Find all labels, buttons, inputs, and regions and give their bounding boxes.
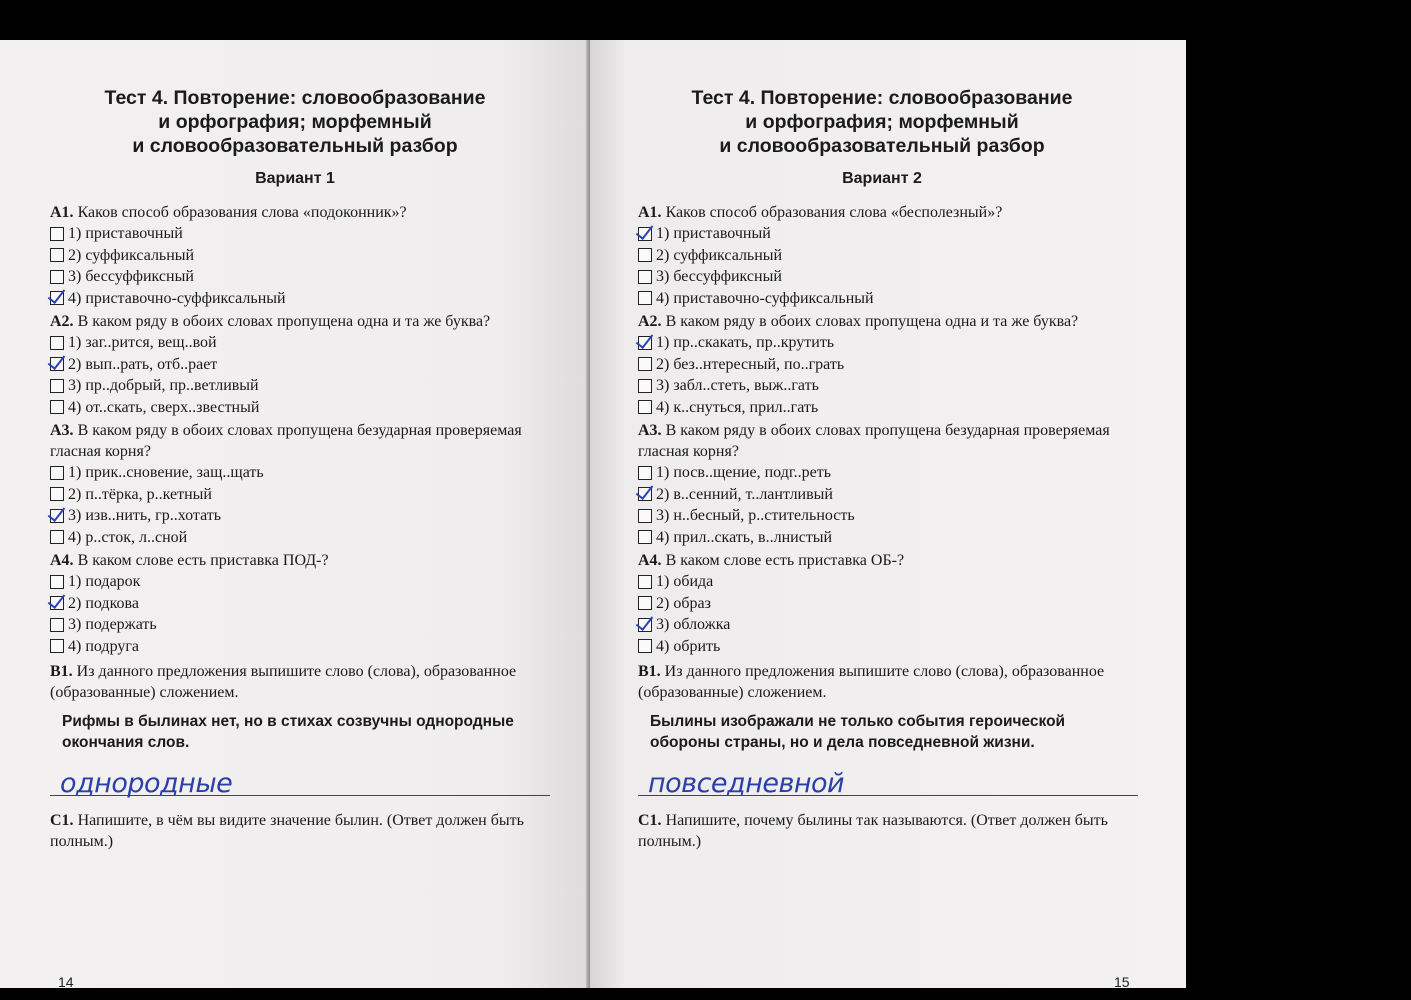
checkbox-checked[interactable] bbox=[50, 596, 64, 610]
checkbox[interactable] bbox=[50, 227, 64, 241]
checkbox[interactable] bbox=[50, 400, 64, 414]
answer-option[interactable]: 1) пр..скакать, пр..крутить bbox=[638, 332, 1138, 354]
answer-option[interactable]: 4) р..сток, л..сной bbox=[50, 527, 550, 549]
checkbox[interactable] bbox=[638, 270, 652, 284]
answer-option[interactable]: 2) без..нтересный, по..грать bbox=[638, 354, 1138, 376]
checkbox[interactable] bbox=[50, 639, 64, 653]
question-c1: С1. Напишите, в чём вы видите значение былин. (Ответ должен быть полным.) bbox=[50, 812, 524, 850]
answer-option[interactable]: 2) суффиксальный bbox=[638, 245, 1138, 267]
checkbox[interactable] bbox=[638, 530, 652, 544]
question-a1: А1. Каков способ образования слова «бесполезный»? 1) приставочный 2) суффиксальный 3) бессуффиксный 4) приставочно-суффиксальный bbox=[638, 202, 1138, 309]
answer-option[interactable]: 4) приставочно-суффиксальный bbox=[638, 288, 1138, 310]
answer-option[interactable]: 4) приставочно-суффиксальный bbox=[50, 288, 550, 310]
page-number: 15 bbox=[1114, 974, 1130, 990]
answer-option[interactable]: 2) п..тёрка, р..кетный bbox=[50, 484, 550, 506]
answer-option[interactable]: 4) прил..скать, в..лнистый bbox=[638, 527, 1138, 549]
checkbox[interactable] bbox=[50, 466, 64, 480]
checkbox[interactable] bbox=[50, 487, 64, 501]
checkbox[interactable] bbox=[638, 509, 652, 523]
answer-option[interactable]: 1) обида bbox=[638, 571, 1138, 593]
answer-option[interactable]: 3) изв..нить, гр..хотать bbox=[50, 505, 550, 527]
answer-option[interactable]: 3) обложка bbox=[638, 614, 1138, 636]
task-sentence: Былины изображали не только события героической обороны страны, но и дела повседневной жизни. bbox=[650, 713, 1066, 751]
variant-heading: Вариант 1 bbox=[255, 170, 335, 187]
answer-option[interactable]: 4) от..скать, сверх..звестный bbox=[50, 397, 550, 419]
checkbox[interactable] bbox=[50, 379, 64, 393]
answer-option[interactable]: 1) подарок bbox=[50, 571, 550, 593]
checkbox[interactable] bbox=[638, 466, 652, 480]
question-a2: А2. В каком ряду в обоих словах пропущена одна и та же буква? 1) пр..скакать, пр..крутить 2) без..нтересный, по..грать 3) забл..стеть, выж..гать 4) к..снуться, прил..гать bbox=[638, 311, 1138, 418]
question-a3: А3. В каком ряду в обоих словах пропущена безударная проверяемая гласная корня? 1) посв..щение, подг..реть 2) в..сенний, т..лантливый 3) н..бесный, р..стительность 4) прил..скать, в..лнистый bbox=[638, 420, 1138, 548]
answer-option[interactable]: 3) бессуффиксный bbox=[638, 266, 1138, 288]
page-title: Тест 4. Повторение: словообразование и орфография; морфемный и словообразовательный разбор bbox=[691, 87, 1073, 157]
checkbox[interactable] bbox=[50, 248, 64, 262]
checkbox-checked[interactable] bbox=[638, 618, 652, 632]
answer-option[interactable]: 1) посв..щение, подг..реть bbox=[638, 462, 1138, 484]
checkbox-checked[interactable] bbox=[50, 509, 64, 523]
question-c1: С1. Напишите, почему былины так называются. (Ответ должен быть полным.) bbox=[638, 812, 1108, 850]
checkbox-checked[interactable] bbox=[638, 487, 652, 501]
answer-option[interactable]: 1) приставочный bbox=[50, 223, 550, 245]
answer-option[interactable]: 3) н..бесный, р..стительность bbox=[638, 505, 1138, 527]
answer-option[interactable]: 4) к..снуться, прил..гать bbox=[638, 397, 1138, 419]
question-b1: В1. Из данного предложения выпишите слово (слова), образованное (образованные) сложением. bbox=[638, 663, 1105, 701]
answer-option[interactable]: 2) образ bbox=[638, 593, 1138, 615]
checkbox[interactable] bbox=[638, 291, 652, 305]
answer-option[interactable]: 4) подруга bbox=[50, 636, 550, 658]
checkbox-checked[interactable] bbox=[638, 336, 652, 350]
answer-option[interactable]: 3) забл..стеть, выж..гать bbox=[638, 375, 1138, 397]
checkbox[interactable] bbox=[50, 270, 64, 284]
checkbox[interactable] bbox=[50, 530, 64, 544]
variant-heading: Вариант 2 bbox=[842, 170, 922, 187]
question-a1: А1. Каков способ образования слова «подоконник»? 1) приставочный 2) суффиксальный 3) бессуффиксный 4) приставочно-суффиксальный bbox=[50, 202, 550, 309]
task-sentence: Рифмы в былинах нет, но в стихах созвучны однородные окончания слов. bbox=[62, 713, 514, 751]
checkbox[interactable] bbox=[638, 379, 652, 393]
handwritten-answer: однородные bbox=[60, 768, 233, 799]
answer-option[interactable]: 1) приставочный bbox=[638, 223, 1138, 245]
answer-option[interactable]: 1) прик..сновение, защ..щать bbox=[50, 462, 550, 484]
answer-option[interactable]: 4) обрить bbox=[638, 636, 1138, 658]
answer-field[interactable] bbox=[50, 755, 550, 799]
question-b1: В1. Из данного предложения выпишите слово (слова), образованное (образованные) сложением. bbox=[50, 663, 517, 701]
checkbox[interactable] bbox=[638, 248, 652, 262]
checkbox-checked[interactable] bbox=[638, 227, 652, 241]
question-a3: А3. В каком ряду в обоих словах пропущена безударная проверяемая гласная корня? 1) прик..сновение, защ..щать 2) п..тёрка, р..кетный 3) изв..нить, гр..хотать 4) р..сток, л..сной bbox=[50, 420, 550, 548]
checkbox[interactable] bbox=[50, 618, 64, 632]
answer-option[interactable]: 3) бессуффиксный bbox=[50, 266, 550, 288]
question-list bbox=[50, 202, 550, 852]
page-title: Тест 4. Повторение: словообразование и орфография; морфемный и словообразовательный разбор bbox=[104, 87, 486, 157]
answer-option[interactable]: 2) подкова bbox=[50, 593, 550, 615]
checkbox[interactable] bbox=[638, 400, 652, 414]
question-a2: А2. В каком ряду в обоих словах пропущена одна и та же буква? 1) заг..рится, вещ..вой 2) вып..рать, отб..рает 3) пр..добрый, пр..ветливый 4) от..скать, сверх..звестный bbox=[50, 311, 550, 418]
answer-option[interactable]: 3) пр..добрый, пр..ветливый bbox=[50, 375, 550, 397]
question-list bbox=[638, 202, 1138, 852]
right-page bbox=[590, 40, 1186, 988]
left-page bbox=[0, 40, 590, 988]
checkbox[interactable] bbox=[638, 575, 652, 589]
answer-option[interactable]: 3) подержать bbox=[50, 614, 550, 636]
question-a4: А4. В каком слове есть приставка ОБ-? 1) обида 2) образ 3) обложка 4) обрить bbox=[638, 550, 1138, 657]
handwritten-answer: повседневной bbox=[648, 768, 845, 799]
checkbox[interactable] bbox=[50, 336, 64, 350]
checkbox[interactable] bbox=[638, 596, 652, 610]
checkbox[interactable] bbox=[50, 575, 64, 589]
checkbox[interactable] bbox=[638, 639, 652, 653]
checkbox-checked[interactable] bbox=[50, 357, 64, 371]
answer-field[interactable] bbox=[638, 755, 1138, 799]
answer-option[interactable]: 2) вып..рать, отб..рает bbox=[50, 354, 550, 376]
checkbox-checked[interactable] bbox=[50, 291, 64, 305]
answer-option[interactable]: 2) суффиксальный bbox=[50, 245, 550, 267]
page-number: 14 bbox=[58, 974, 74, 990]
question-a4: А4. В каком слове есть приставка ПОД-? 1) подарок 2) подкова 3) подержать 4) подруга bbox=[50, 550, 550, 657]
checkbox[interactable] bbox=[638, 357, 652, 371]
answer-option[interactable]: 2) в..сенний, т..лантливый bbox=[638, 484, 1138, 506]
answer-option[interactable]: 1) заг..рится, вещ..вой bbox=[50, 332, 550, 354]
